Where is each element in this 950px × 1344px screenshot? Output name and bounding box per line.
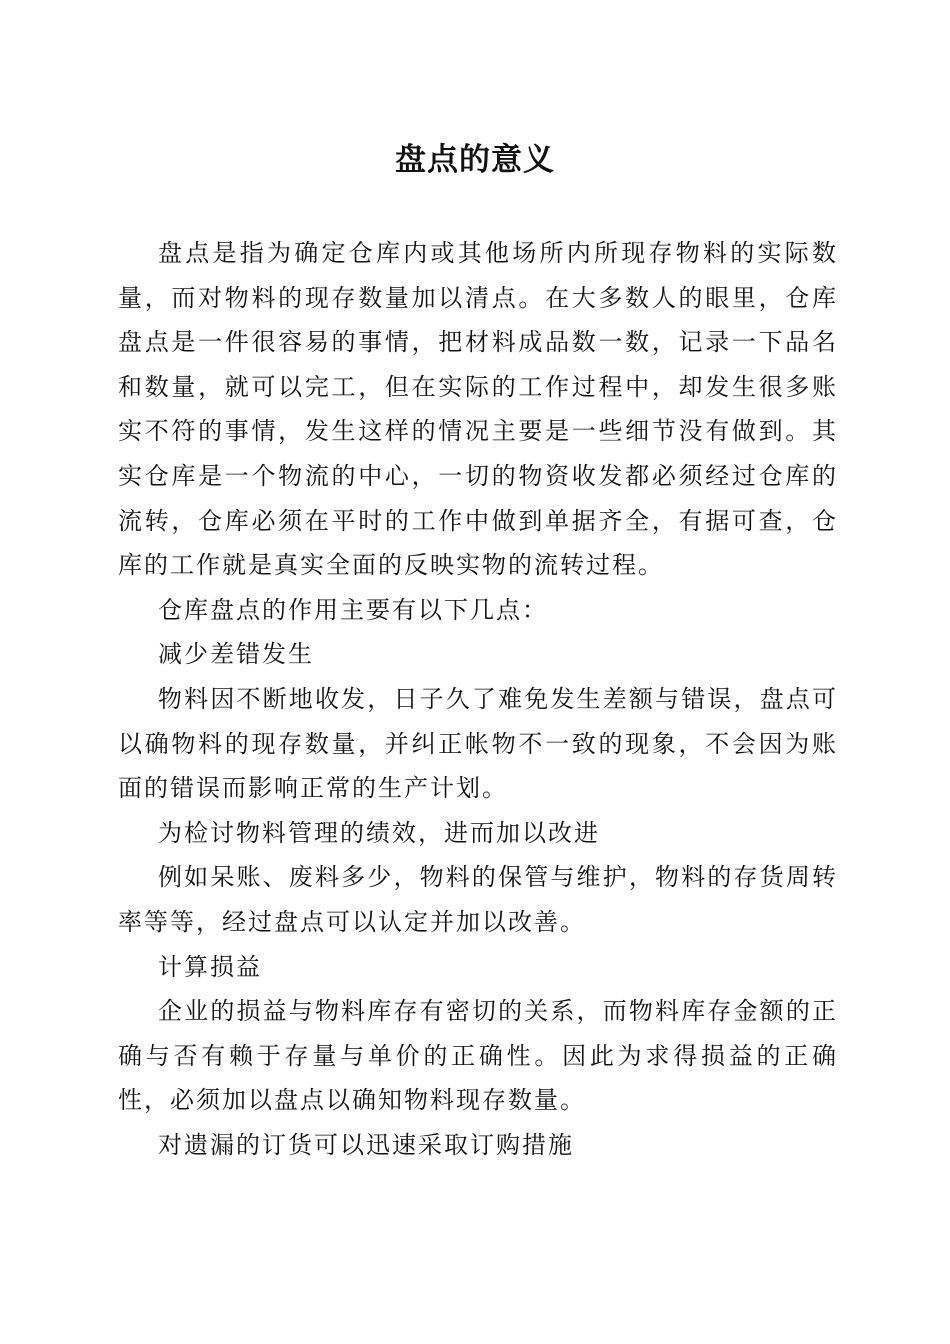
document-title: 盘点的意义 (395, 142, 555, 178)
heading-review-performance: 为检讨物料管理的绩效，进而加以改进 (158, 818, 600, 847)
heading-missed-orders: 对遗漏的订货可以迅速采取订购措施 (158, 1130, 574, 1159)
paragraph-profit-loss: 企业的损益与物料库存有密切的关系，而物料库存金额的正确与否有赖于存量与单价的正确性。因此为求得损益的正确性，必须加以盘点以确知物料现存数量。 (118, 997, 838, 1115)
heading-profit-loss: 计算损益 (158, 952, 262, 981)
heading-reduce-errors: 减少差错发生 (158, 640, 314, 669)
paragraph-review-performance: 例如呆账、废料多少，物料的保管与维护，物料的存货周转率等等，经过盘点可以认定并加以改善。 (118, 863, 838, 936)
document-body (118, 231, 838, 1167)
paragraph-functions-lead: 仓库盘点的作用主要有以下几点： (158, 595, 548, 624)
paragraph-intro: 盘点是指为确定仓库内或其他场所内所现存物料的实际数量，而对物料的现存数量加以清点。在大多数人的眼里，仓库盘点是一件很容易的事情，把材料成品数一数，记录一下品名和数量，就可以完工，但在实际的工作过程中，却发生很多账实不符的事情，发生这样的情况主要是一些细节没有做到。其实仓库是一个物流的中心，一切的物资收发都必须经过仓库的流转，仓库必须在平时的工作中做到单据齐全，有据可查，仓库的工作就是真实全面的反映实物的流转过程。 (118, 239, 838, 580)
paragraph-reduce-errors: 物料因不断地收发，日子久了难免发生差额与错误，盘点可以确物料的现存数量，并纠正帐物不一致的现象，不会因为账面的错误而影响正常的生产计划。 (118, 684, 838, 803)
